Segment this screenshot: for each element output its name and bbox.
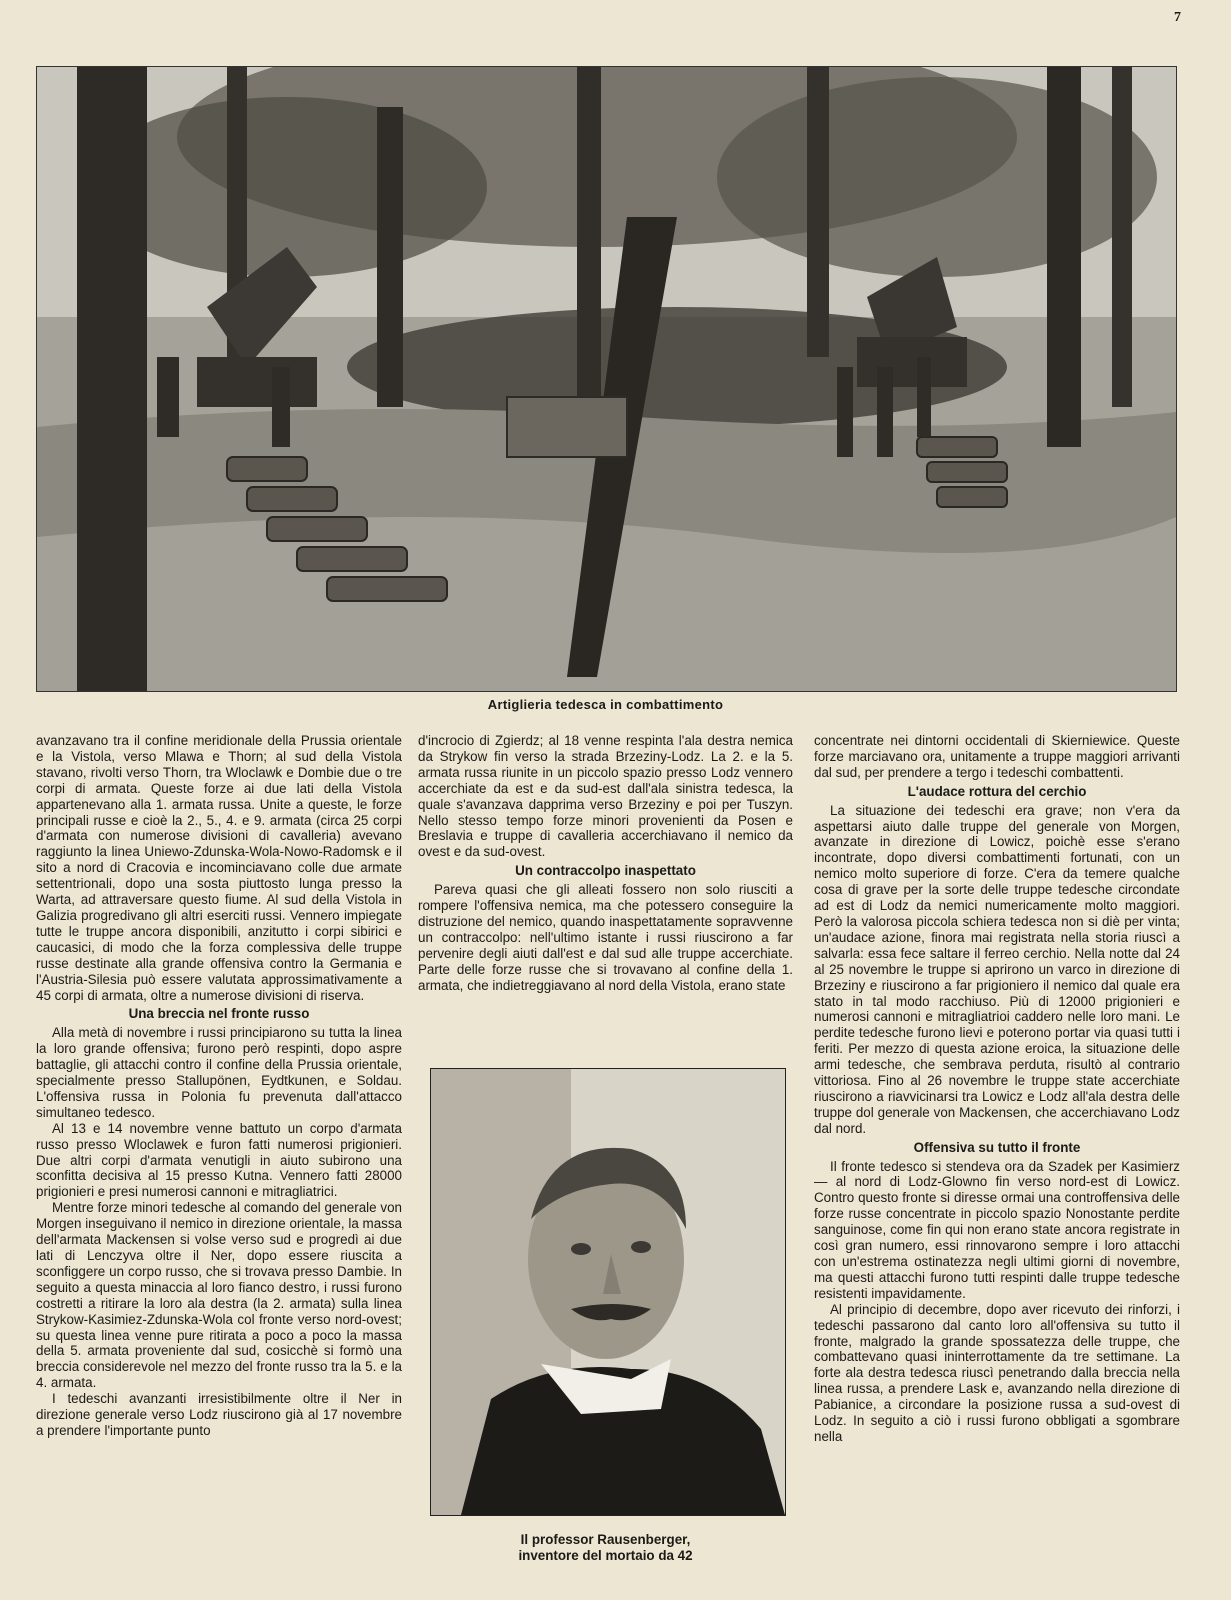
text-column-1 <box>36 733 402 1595</box>
paragraph: concentrate nei dintorni occidentali di Skierniewice. Queste forze marciavano ora, unitamente a truppe maggiori arrivanti dal sud, per prendere a tergo i tedeschi combattenti. <box>814 733 1180 780</box>
text-column-3 <box>814 733 1180 1595</box>
paragraph: Alla metà di novembre i russi principiarono su tutta la linea la loro grande offensiva; furono però respinti, dopo aspre battaglie, gli attacchi contro il confine della Prussia orientale, specialmente presso Stallupönen, Eydtkunen, e Soldau. L'offensiva russa in Polonia fu prevenuta dall'attacco simultaneo tedesco. <box>36 1025 402 1120</box>
paragraph: avanzavano tra il confine meridionale della Prussia orientale e la Vistola, verso Mlawa e Thorn; al sud della Vistola stavano, rivolti verso Thorn, tra Wloclawk e Dombie due o tre corpi di armata. Queste forze ai due lati della Vistola appartenevano alla 1. armata russa. Unite a queste, le forze principali russe e cioè la 2., 5., 4. e 9. armata (circa 25 corpi d'armata con numerose divisioni di cavalleria) avevano raggiunto la linea Uniewo-Zdunska-Wola-Nowo-Radomsk e il sito a nord di Cracovia e incominciavano colle due armate settentrionali, dopo una sosta piuttosto lunga presso la Warta, ad attraversare questo fiume. Al sud della Vistola in Galizia progredivano gli altri eserciti russi. Vennero impiegate tutte le truppe ancora disponibili, anzitutto i corpi sibirici e caucasici, di modo che la forza complessiva delle truppe russe destinate alla grande offensiva contro la Germania e l'Austria-Silesia può essere valutata approssimativamente a 45 corpi di armata, oltre a numerose divisioni di riserva. <box>36 733 402 1003</box>
page-number: 7 <box>1174 10 1181 25</box>
section-heading: L'audace rottura del cerchio <box>907 783 1087 799</box>
section-heading: Un contraccolpo inaspettato <box>515 863 696 879</box>
paragraph: Al principio di decembre, dopo aver ricevuto dei rinforzi, i tedeschi passarono dal canto loro all'offensiva su tutto il fronte, malgrado la grande spossatezza delle truppe, che combattevano quasi ininterrottamente da tre settimane. La forte ala destra tedesca riuscì penetrando dalla breccia nella linea russa, a prendere Lask e, avanzando nella direzione di Pabianice, a circondare la posizione russa a sud-ovest di Lodz. In seguito a ciò i russi furono obbligati a sgombrare nella <box>814 1301 1180 1444</box>
paragraph: Pareva quasi che gli alleati fossero non solo riusciti a rompere l'offensiva nemica, ma che potessero conseguire la distruzione del nemico, quando inaspettatamente sopravvenne un contraccolpo: nell'ultimo istante i russi riuscirono a far pervenire degli aiuti dall'est e dal sud alle truppe accerchiate. Parte delle forze russe che si trovavano al confine della 1. armata, che indietreggiavano al nord della Vistola, erano state <box>418 882 793 993</box>
portrait-caption-line: inventore del mortaio da 42 <box>518 1547 693 1563</box>
paragraph: Al 13 e 14 novembre venne battuto un corpo d'armata russo presso Wloclawek e furon fatti numerosi prigionieri. Due altri corpi d'armata venutigli in aiuto subirono una sconfitta decisiva al 15 presso Kutna. Vennero fatti 28000 prigionieri e presi numerosi cannoni e mitragliatrici. <box>36 1120 402 1200</box>
portrait-photo-caption <box>418 1532 793 1563</box>
portrait-caption-line: Il professor Rausenberger, <box>520 1532 691 1547</box>
section-heading: Offensiva su tutto il fronte <box>913 1139 1081 1155</box>
paragraph: Il fronte tedesco si stendeva ora da Szadek per Kasimierz — al nord di Lodz-Glowno fin verso nord-est di Lowicz. Contro questo fronte si diresse ormai una controffensiva delle forze russe concentrate in piccolo spazio Nonostante perdite sanguinose, come fin qui non erano state ancora registrate in così gran numero, essi rinnovarono sempre i loro attacchi con un'estrema ostinatezza negli ultimi giorni di novembre, ma questi attacchi furono tutti respinti dalle truppe tedesche resistenti impavidamente. <box>814 1158 1180 1301</box>
artillery-photo-caption: Artiglieria tedesca in combattimento <box>487 697 724 712</box>
artillery-photo <box>36 66 1177 692</box>
paragraph: I tedeschi avanzanti irresistibilmente oltre il Ner in direzione generale verso Lodz riuscirono già al 17 novembre a prendere l'importante punto <box>36 1391 402 1438</box>
paragraph: Mentre forze minori tedesche al comando del generale von Morgen inseguivano il nemico in direzione orientale, la massa dell'armata Mackensen si volse verso sud e progredì ai due lati di Lenczyva oltre il Ner, dopo essere riuscita a sconfiggere un corpo russo, che si trovava presso Dambie. In seguito a questa minaccia al loro fianco destro, i russi furono costretti a ritirare la loro ala destra (la 2. armata) sulla linea Strykow-Kasimiez-Zdunska-Wola col fronte verso nord-ovest; su questa linea venne pure ritirata a poco a poco la massa della 5. armata proveniente dal sud, cosicchè si formò una breccia considerevole nel mezzo del fronte russo tra la 5. e la 4. armata. <box>36 1200 402 1391</box>
paragraph: d'incrocio di Zgierdz; al 18 venne respinta l'ala destra nemica da Strykow fin verso la strada Brzeziny-Lodz. La 2. e la 5. armata russa riunite in un piccolo spazio presso Lodz vennero accerchiate da est e da sud-est dall'ala sinistra tedesca, la quale s'avanzava dapprima verso Brzeziny e poi per Tuszyn. Nello stesso tempo forze minori provenienti da Posen e Breslavia e truppe di cavalleria accerchiavano il nemico da ovest e da sud-ovest. <box>418 733 793 860</box>
section-heading: Una breccia nel fronte russo <box>128 1006 310 1022</box>
paragraph: La situazione dei tedeschi era grave; non v'era da aspettarsi aiuto dalle truppe del generale von Morgen, avanzate in direzione di Lowicz, poichè esse s'erano incontrate, dopo diversi combattimenti fortunati, con un nemico molto superiore di forze. C'era da temere qualche cosa di grave per la sorte delle truppe tedesche circondate ad est di Lodz da nemici numericamente molto maggiori. Però la valorosa piccola schiera tedesca non si diè per vinta; un'audace azione, finora mai registrata nella storia riuscì a salvarla: essa fece saltare il ferreo cerchio. Nella notte dal 24 al 25 novembre le truppe si aprirono un varco in direzione di Brzeziny e riuscirono a far prigioniero il nemico dal quale era stato in tal modo racchiuso. Più di 12000 prigionieri e numerosi cannoni e mitragliatrioi caddero nelle loro mani. Le perdite tedesche furono lievi e poterono portar via quasi tutti i feriti. Per mezzo di questa azione eroica, la situazione delle armi tedesche, che sembrava perduta, risultò al contrario vittoriosa. Fino al 26 novembre le truppe state accerchiate riuscirono a riavvicinarsi tra Lowicz e Lodz all'ala destra delle truppe dol generale von Mackensen, che accerchiavano Lodz dal nord. <box>814 802 1180 1136</box>
portrait-photo <box>430 1068 786 1516</box>
text-column-2 <box>418 733 793 1055</box>
